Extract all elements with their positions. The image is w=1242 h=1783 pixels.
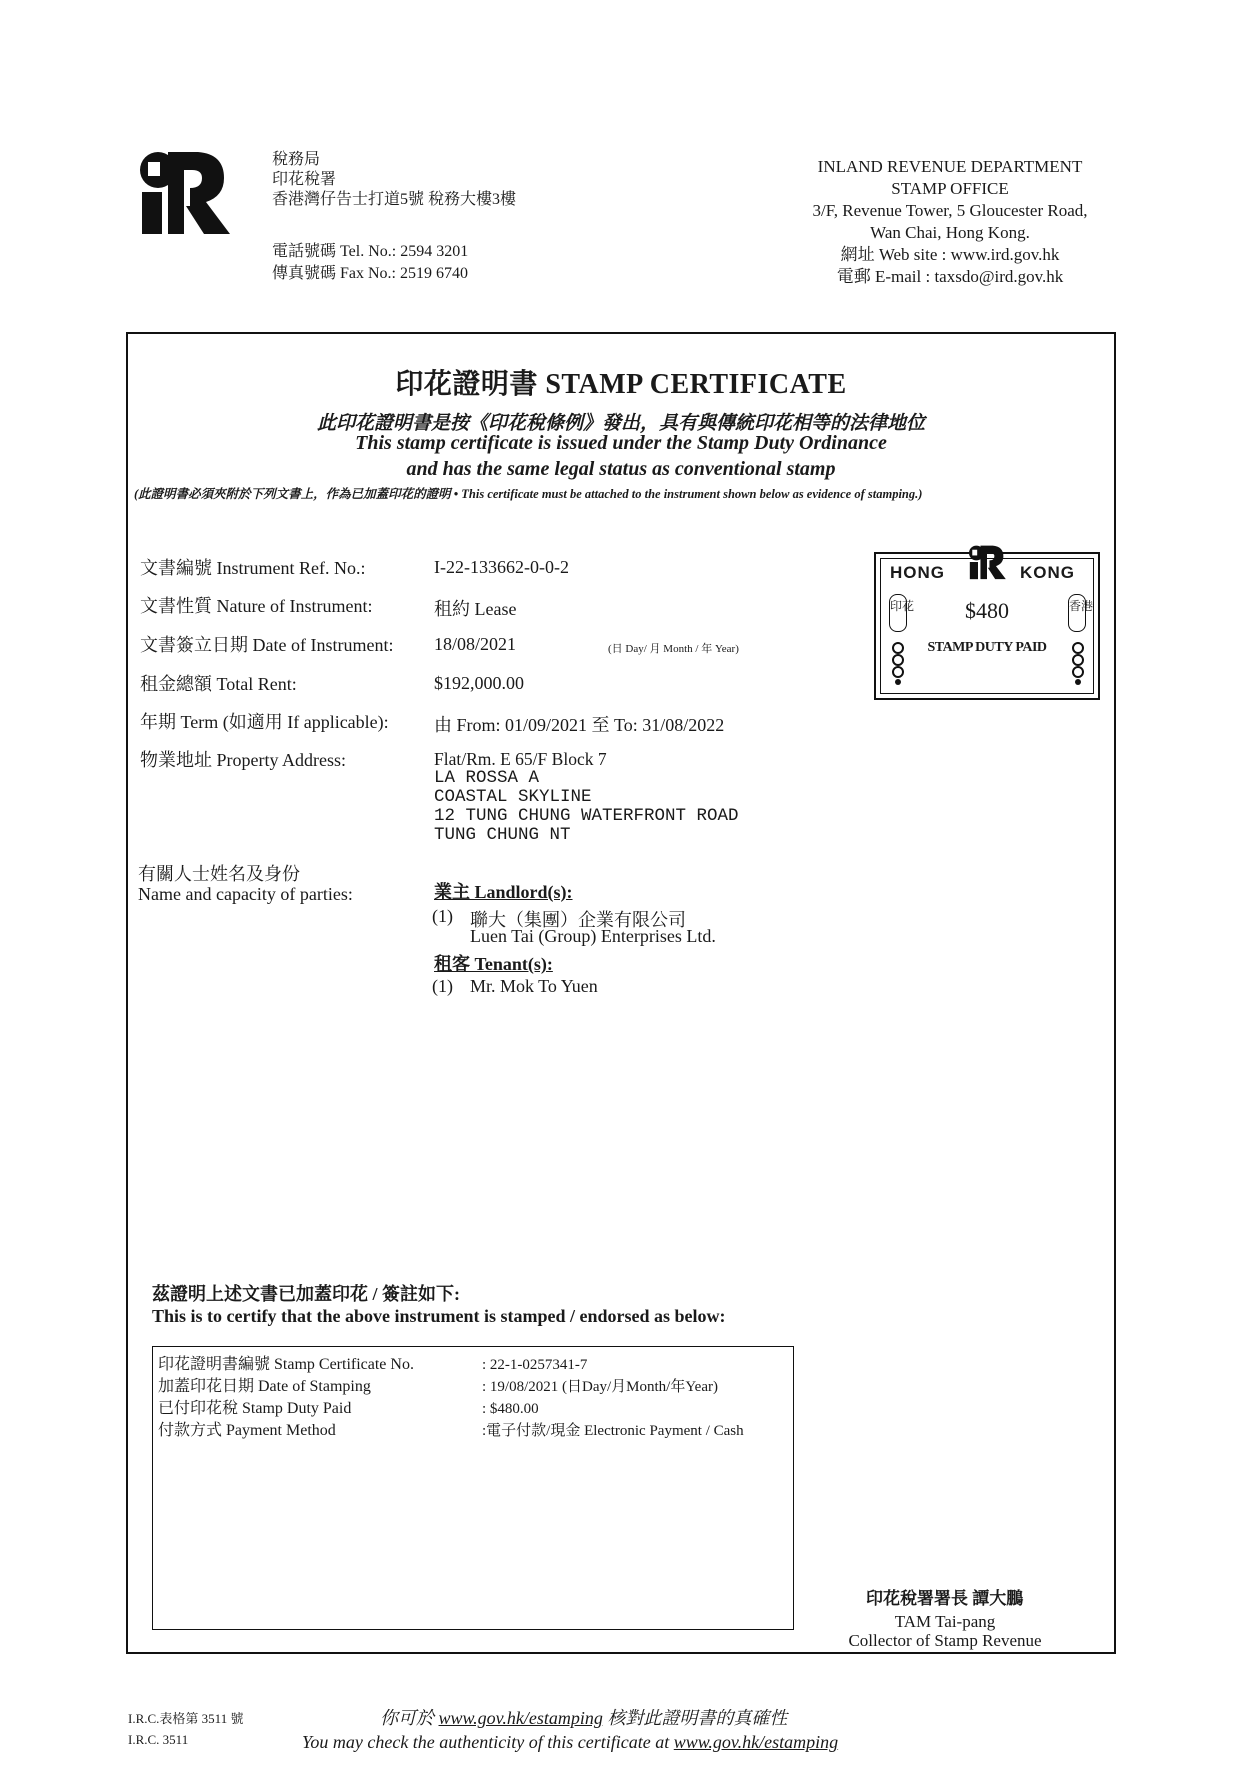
duty-paid-label: 已付印花稅 Stamp Duty Paid [158, 1400, 352, 1417]
tel-line: 電話號碼 Tel. No.: 2594 3201 [272, 243, 469, 260]
stamping-details-labels [158, 1354, 414, 1442]
address-line: Flat/Rm. E 65/F Block 7 [434, 749, 607, 769]
estamping-link[interactable]: www.gov.hk/estamping [438, 1708, 603, 1728]
subtitle-cn: 此印花證明書是按《印花稅條例》發出，具有與傳統印花相等的法律地位 [316, 413, 925, 434]
date-value: 18/08/2021 [434, 634, 517, 654]
address-line: LA ROSSA A [434, 768, 540, 788]
ird-logo [136, 148, 232, 236]
stamp-caption: STAMP DUTY PAID [927, 640, 1047, 655]
certify-line-en: This is to certify that the above instrument is stamped / endorsed as below: [152, 1306, 726, 1326]
stamp-kong: KONG [1020, 563, 1075, 582]
office-name-en: STAMP OFFICE [891, 179, 1009, 198]
landlord-heading: 業主 Landlord(s): [434, 882, 573, 902]
office-name-cn: 印花稅署 [272, 171, 337, 188]
collector-name: TAM Tai-pang [894, 1612, 996, 1631]
address-en-2: Wan Chai, Hong Kong. [870, 223, 1030, 242]
verify-cn-prefix: 你可於 [380, 1708, 434, 1728]
tenant-number: (1) [432, 976, 453, 996]
property-address-label: 物業地址 Property Address: [140, 750, 346, 770]
tenant-heading: 租客 Tenant(s): [434, 954, 553, 974]
landlord-name-cn: 聯大（集團）企業有限公司 [470, 910, 686, 930]
verify-en-prefix: You may check the authenticity of this certificate at [302, 1732, 670, 1752]
address-en-1: 3/F, Revenue Tower, 5 Gloucester Road, [812, 201, 1088, 220]
header-left-address [272, 150, 516, 210]
header-right-address [800, 156, 1100, 288]
term-value: 由 From: 01/09/2021 至 To: 31/08/2022 [434, 715, 725, 735]
date-label: 文書簽立日期 Date of Instrument: [140, 635, 394, 655]
payment-method-label: 付款方式 Payment Method [158, 1422, 336, 1439]
stamp-hong: HONG [890, 563, 945, 582]
stamping-details-values [482, 1354, 744, 1442]
dept-name-cn: 稅務局 [272, 151, 321, 168]
address-line: 12 TUNG CHUNG WATERFRONT ROAD [434, 806, 739, 826]
instrument-ref-value: I-22-133662-0-0-2 [434, 557, 569, 577]
nature-value: 租約 Lease [434, 599, 517, 619]
instrument-ref-label: 文書編號 Instrument Ref. No.: [140, 558, 366, 578]
stamping-date-label: 加蓋印花日期 Date of Stamping [158, 1378, 371, 1395]
form-number-cn: I.R.C.表格第 3511 號 [128, 1711, 244, 1726]
certificate-title: 印花證明書 STAMP CERTIFICATE [395, 369, 847, 400]
subtitle-en-2: and has the same legal status as conventional stamp [406, 458, 836, 480]
cert-no-value: : 22-1-0257341-7 [482, 1357, 588, 1373]
stamp-ir-logo [965, 544, 1009, 580]
address-line: TUNG CHUNG NT [434, 825, 571, 845]
collector-title: Collector of Stamp Revenue [848, 1631, 1042, 1650]
stamp-amount: $480 [965, 598, 1009, 623]
address-line: COASTAL SKYLINE [434, 787, 592, 807]
address-cn: 香港灣仔告士打道5號 稅務大樓3樓 [272, 191, 517, 208]
email: 電郵 E-mail : taxsdo@ird.gov.hk [836, 267, 1064, 286]
dept-name-en: INLAND REVENUE DEPARTMENT [817, 157, 1083, 176]
tenant-name: Mr. Mok To Yuen [470, 976, 598, 996]
collector-signature-block [820, 1612, 1070, 1650]
parties-label-cn: 有關人士姓名及身份 [138, 864, 300, 884]
cert-no-label: 印花證明書編號 Stamp Certificate No. [158, 1356, 414, 1373]
estamping-link-en[interactable]: www.gov.hk/estamping [673, 1732, 839, 1752]
payment-method-value: :電子付款/現金 Electronic Payment / Cash [482, 1423, 744, 1439]
attachment-note: (此證明書必須夾附於下列文書上，作為已加蓋印花的證明 • This certificate must be attached to the instrument shown below as evidence of stamping.) [134, 487, 923, 501]
verify-line-en [302, 1732, 838, 1753]
nature-label: 文書性質 Nature of Instrument: [140, 596, 373, 616]
parties-label-en: Name and capacity of parties: [138, 884, 353, 904]
parties-label [138, 864, 353, 904]
landlord-number: (1) [432, 906, 453, 926]
total-rent-label: 租金總額 Total Rent: [140, 674, 297, 694]
date-format-hint: (日 Day/ 月 Month / 年 Year) [608, 643, 739, 655]
collector-signature-cn: 印花稅署署長 譚大鵬 [866, 1589, 1024, 1608]
seal-right-hk: 香港 [1068, 594, 1086, 632]
duty-paid-value: : $480.00 [482, 1401, 539, 1417]
form-number-en: I.R.C. 3511 [128, 1732, 189, 1747]
seal-left-stamp: 印花 [889, 594, 907, 632]
subtitle-en-1: This stamp certificate is issued under the Stamp Duty Ordinance [355, 432, 887, 454]
total-rent-value: $192,000.00 [434, 673, 524, 693]
stamping-date-value: : 19/08/2021 (日Day/月Month/年Year) [482, 1379, 718, 1395]
verify-line-cn [380, 1704, 787, 1730]
certify-line-cn: 茲證明上述文書已加蓋印花 / 簽註如下: [152, 1284, 460, 1304]
verify-cn-suffix: 核對此證明書的真確性 [607, 1708, 788, 1728]
website: 網址 Web site : www.ird.gov.hk [840, 245, 1060, 264]
landlord-name-en: Luen Tai (Group) Enterprises Ltd. [470, 926, 716, 946]
term-label: 年期 Term (如適用 If applicable): [140, 712, 389, 732]
fax-line: 傳真號碼 Fax No.: 2519 6740 [272, 265, 469, 282]
property-address [434, 750, 739, 845]
